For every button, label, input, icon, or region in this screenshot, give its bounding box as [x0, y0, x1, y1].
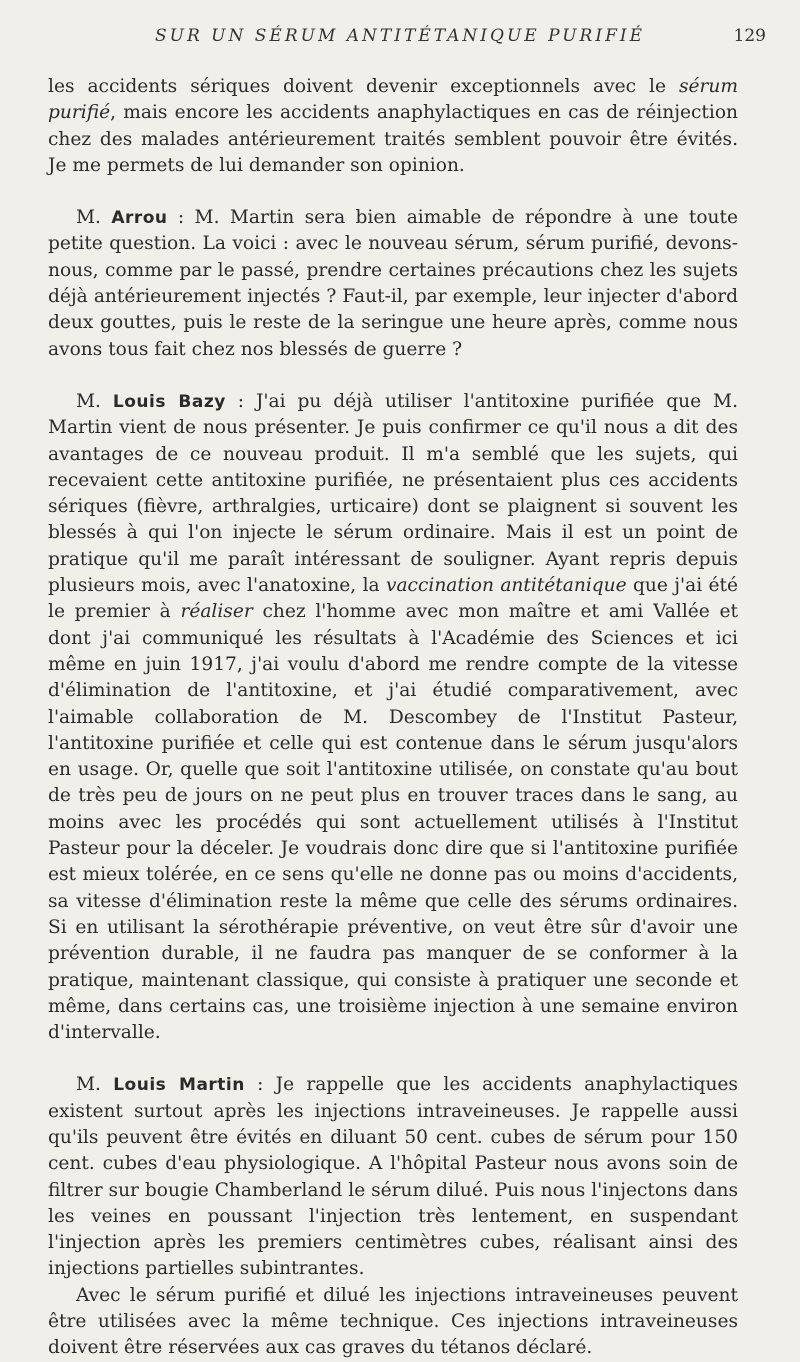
running-title: SUR UN SÉRUM ANTITÉTANIQUE PURIFIÉ	[155, 26, 645, 46]
speaker-name: Arrou	[111, 208, 168, 229]
text-run: que j'ai été le premier à	[48, 575, 738, 623]
paragraph-continuation	[48, 74, 738, 179]
paragraph-louis-martin	[48, 1072, 738, 1282]
text-run: les accidents sériques doivent devenir exceptionnels avec le	[48, 76, 679, 97]
page-number: 129	[733, 26, 766, 46]
speaker-prefix: M.	[76, 390, 113, 412]
speaker-prefix: M.	[76, 1074, 114, 1096]
running-header	[0, 26, 800, 56]
text-run: , mais encore les accidents anaphylactiques en cas de réinjection chez des malades antérieurement traités semblent pouvoir être évités. Je me permets de lui demander son opinion.	[48, 102, 738, 176]
italic-run: réaliser	[180, 601, 253, 623]
text-run: : Je rappelle que les accidents anaphylactiques existent surtout après les injections intraveineuses. Je rappelle aussi qu'ils peuvent être évités en diluant 50 cent. cubes de sérum pour 150 cent. cubes d'eau physiologique. A l'hôpital Pasteur nous avons soin de filtrer sur bougie Chamberland le sérum dilué. Puis nous l'injectons dans les veines en poussant l'injection très lentement, en suspendant l'injection après les premiers centimètres cubes, réalisant ainsi des injections partielles subintrantes.	[48, 1074, 738, 1280]
text-run: : M. Martin sera bien aimable de répondre à une toute petite question. La voici : avec le nouveau sérum, sérum purifié, devons-nous, comme par le passé, prendre certaines précautions chez les sujets déjà antérieurement injectés ? Faut-il, par exemple, leur injecter d'abord deux gouttes, puis le reste de la seringue une heure après, comme nous avons tous fait chez nos blessés de guerre ?	[48, 207, 738, 360]
paragraph-arrou	[48, 205, 738, 363]
speaker-prefix: M.	[76, 207, 112, 229]
text-run: chez l'homme avec mon maître et ami Vallée et dont j'ai communiqué les résultats à l'Académie des Sciences et ici même en juin 1917, j'ai voulu d'abord me rendre compte de la vitesse d'élimination de l'antitoxine, et j'ai étudié comparativement, avec l'aimable collaboration de M. Descombey de l'Institut Pasteur, l'antitoxine purifiée et celle qui est contenue dans le sérum jusqu'alors en usage. Or, quelle que soit l'antitoxine utilisée, on constate qu'au bout de très peu de jours on ne peut plus en trouver traces dans le sang, au moins avec les procédés qui sont actuellement utilisés à l'Institut Pasteur pour la déceler. Je voudrais donc dire que si l'antitoxine purifiée est mieux tolérée, en ce sens qu'elle ne donne pas ou moins d'accidents, sa vitesse d'élimination reste la même que celle des sérums ordinaires. Si en utilisant la sérothérapie préventive, on veut être sûr d'avoir une prévention durable, il ne faudra pas manquer de se conformer à la pratique, maintenant classique, qui consiste à pratiquer une seconde et même, dans certains cas, une troisième injection à une semaine environ d'intervalle.	[48, 601, 738, 1044]
paragraph-louis-bazy	[48, 389, 738, 1046]
text-run: Avec le sérum purifié et dilué les injections intraveineuses peuvent être utilisées avec la même technique. Ces injections intraveineuses doivent être réservées aux cas graves du tétanos déclaré.	[48, 1284, 738, 1359]
italic-run: sérum purifié	[48, 76, 738, 124]
text-run: : J'ai pu déjà utiliser l'antitoxine purifiée que M. Martin vient de nous présenter. Je puis confirmer ce qu'il nous a dit des avantages de ce nouveau produit. Il m'a semblé que les sujets, qui recevaient cette antitoxine purifiée, ne présentaient plus ces accidents sériques (fièvre, arthralgies, urticaire) dont se plaignent si souvent les blessés à qui l'on injecte le sérum ordinaire. Mais il est un point de pratique qu'il me paraît intéressant de souligner. Ayant repris depuis plusieurs mois, avec l'anatoxine, la	[48, 390, 738, 597]
paragraph-closing	[48, 1283, 738, 1362]
speaker-name: Louis Martin	[113, 1075, 245, 1096]
speaker-name: Louis Bazy	[112, 391, 226, 412]
body-text	[48, 74, 738, 1362]
italic-run: vaccination antitétanique	[385, 575, 627, 597]
